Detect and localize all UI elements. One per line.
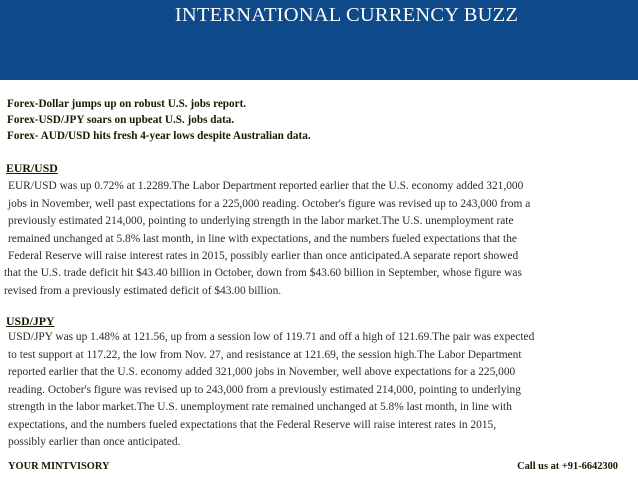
- headline: Forex-Dollar jumps up on robust U.S. jobs report.: [7, 98, 247, 110]
- page-title: INTERNATIONAL CURRENCY BUZZ: [174, 4, 519, 26]
- paragraph-line: jobs in November, well past expectations for a 225,000 reading. October's figure was revised up to 243,000 from a: [8, 197, 531, 210]
- paragraph-line: to test support at 117.22, the low from Nov. 27, and resistance at 121.69, the session high.The Labor Department: [8, 348, 522, 361]
- paragraph-line: remained unchanged at 5.8% last month, in line with expectations, and the numbers fueled expectations that the: [8, 232, 517, 245]
- header-banner: [0, 0, 638, 80]
- paragraph-line: reading. October's figure was revised up to 243,000 from a previously estimated 214,000, pointing to underlying: [8, 383, 521, 396]
- headlines-list: [7, 96, 311, 144]
- paragraph-line: previously estimated 214,000, pointing to underlying strength in the labor market.The U.S. unemployment rate: [8, 215, 514, 227]
- paragraph-line: that the U.S. trade deficit hit $43.40 billion in October, down from $43.60 billion in September, whose figure was: [4, 267, 522, 279]
- usdjpy-paragraph: [8, 329, 534, 452]
- paragraph-line: Federal Reserve will raise interest rates in 2015, possibly earlier than once anticipated.A separate report showed: [8, 250, 519, 262]
- headline: Forex- AUD/USD hits fresh 4-year lows despite Australian data.: [7, 130, 311, 142]
- paragraph-line: expectations, and the numbers fueled expectations that the Federal Reserve will raise interest rates in 2015,: [8, 418, 497, 431]
- paragraph-line: EUR/USD was up 0.72% at 1.2289.The Labor Department reported earlier that the U.S. economy added 321,000: [8, 180, 524, 192]
- paragraph-line: strength in the labor market.The U.S. unemployment rate remained unchanged at 5.8% last month, in line with: [8, 401, 512, 413]
- paragraph-line: USD/JPY was up 1.48% at 121.56, up from a session low of 119.71 and off a high of 121.69.The pair was expected: [8, 331, 535, 343]
- eurusd-paragraph-continued: [4, 265, 522, 300]
- section-title-usdjpy: USD/JPY: [6, 314, 55, 328]
- footer-contact: Call us at +91-6642300: [517, 461, 618, 472]
- footer-brand: YOUR MINTVISORY: [8, 461, 110, 472]
- paragraph-line: possibly earlier than once anticipated.: [8, 436, 181, 448]
- eurusd-paragraph: [8, 178, 530, 266]
- paragraph-line: revised from a previously estimated deficit of $43.00 billion.: [4, 284, 282, 297]
- headline: Forex-USD/JPY soars on upbeat U.S. jobs data.: [7, 114, 235, 126]
- section-title-eurusd: EUR/USD: [6, 161, 58, 175]
- paragraph-line: reported earlier that the U.S. economy added 321,000 jobs in November, well above expectations for a 225,000: [8, 366, 516, 378]
